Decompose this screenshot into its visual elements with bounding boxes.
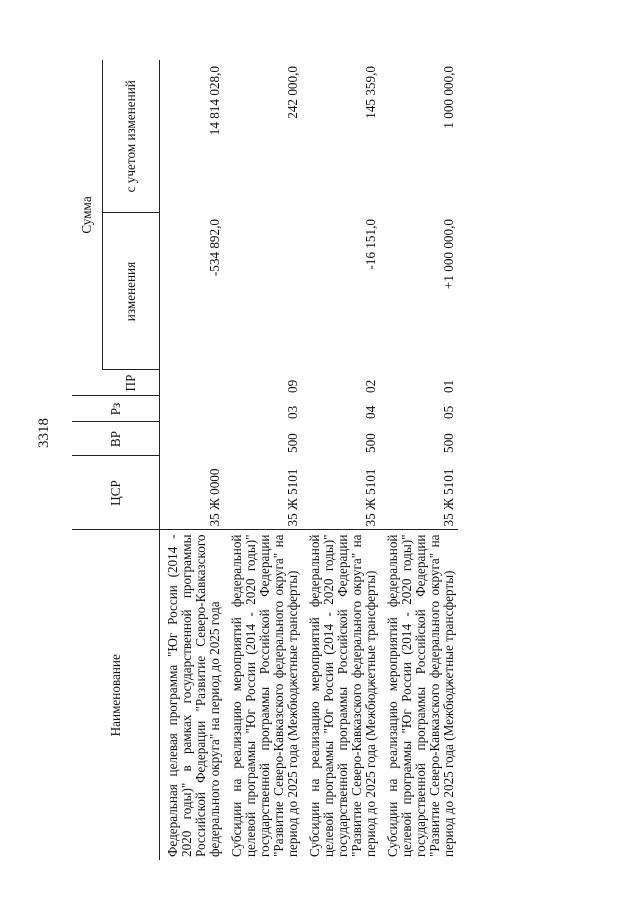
row-total: 145 359,0 bbox=[363, 66, 378, 119]
header-with-changes: с учетом изменений bbox=[103, 60, 160, 213]
row-name: Федеральная целевая программа "Юг России (2014 - 2020 годы)" в рамках государственной программы Российской Федерации "Развитие Северо-Кавказского федерального округа" на период до 2025 года bbox=[160, 530, 225, 860]
row-change: +1 000 000,0 bbox=[441, 219, 456, 290]
row-total: 14 814 028,0 bbox=[207, 66, 222, 136]
table-row bbox=[160, 60, 225, 860]
row-vr: 500 bbox=[363, 433, 378, 453]
header-pr: ПР bbox=[103, 370, 160, 396]
row-csr: 35 Ж 5101 bbox=[363, 468, 378, 527]
table-row bbox=[302, 60, 380, 860]
row-pr: 02 bbox=[363, 379, 378, 393]
row-vr bbox=[160, 422, 225, 456]
row-vr: 500 bbox=[441, 433, 456, 453]
header-csr: ЦСР bbox=[72, 456, 160, 530]
row-csr: 35 Ж 0000 bbox=[207, 468, 222, 527]
table-body bbox=[160, 60, 459, 860]
row-pr: 09 bbox=[285, 379, 300, 393]
row-csr: 35 Ж 5101 bbox=[441, 468, 456, 527]
row-pr: 01 bbox=[441, 379, 456, 393]
row-rz: 05 bbox=[441, 405, 456, 419]
header-name: Наименование bbox=[72, 530, 160, 860]
row-change: -534 892,0 bbox=[207, 219, 222, 277]
row-name: Субсидии на реализацию мероприятий федеральной целевой программы "Юг России (2014 - 2020 годы)" государственной программы Российской Федерации "Развитие Северо-Кавказского федерального округа" на период до 2025 года (Межбюджетные трансферты) bbox=[380, 530, 458, 860]
row-total: 1 000 000,0 bbox=[441, 66, 456, 129]
row-total: 242 000,0 bbox=[285, 66, 300, 119]
header-summa: Сумма bbox=[72, 60, 103, 370]
row-rz bbox=[160, 396, 225, 422]
header-rz: Рз bbox=[72, 396, 160, 422]
table-row bbox=[380, 60, 458, 860]
header-vr: ВР bbox=[72, 422, 160, 456]
row-rz: 03 bbox=[285, 405, 300, 419]
row-vr: 500 bbox=[285, 433, 300, 453]
page-number: 3318 bbox=[36, 418, 52, 448]
row-csr: 35 Ж 5101 bbox=[285, 468, 300, 527]
table-header bbox=[72, 60, 160, 860]
table-row bbox=[224, 60, 302, 860]
header-pr-blank bbox=[72, 370, 103, 396]
row-pr bbox=[160, 370, 225, 396]
budget-table-page bbox=[72, 60, 582, 860]
budget-table bbox=[72, 60, 458, 860]
row-change: -16 151,0 bbox=[363, 219, 378, 270]
row-name: Субсидии на реализацию мероприятий федеральной целевой программы "Юг России (2014 - 2020 годы)" государственной программы Российской Федерации "Развитие Северо-Кавказского федерального округа" на период до 2025 года (Межбюджетные трансферты) bbox=[224, 530, 302, 860]
row-change bbox=[224, 213, 302, 370]
row-name: Субсидии на реализацию мероприятий федеральной целевой программы "Юг России (2014 - 2020 годы)" государственной программы Российской Федерации "Развитие Северо-Кавказского федерального округа" на период до 2025 года (Межбюджетные трансферты) bbox=[302, 530, 380, 860]
header-changes: изменения bbox=[103, 213, 160, 370]
row-rz: 04 bbox=[363, 405, 378, 419]
